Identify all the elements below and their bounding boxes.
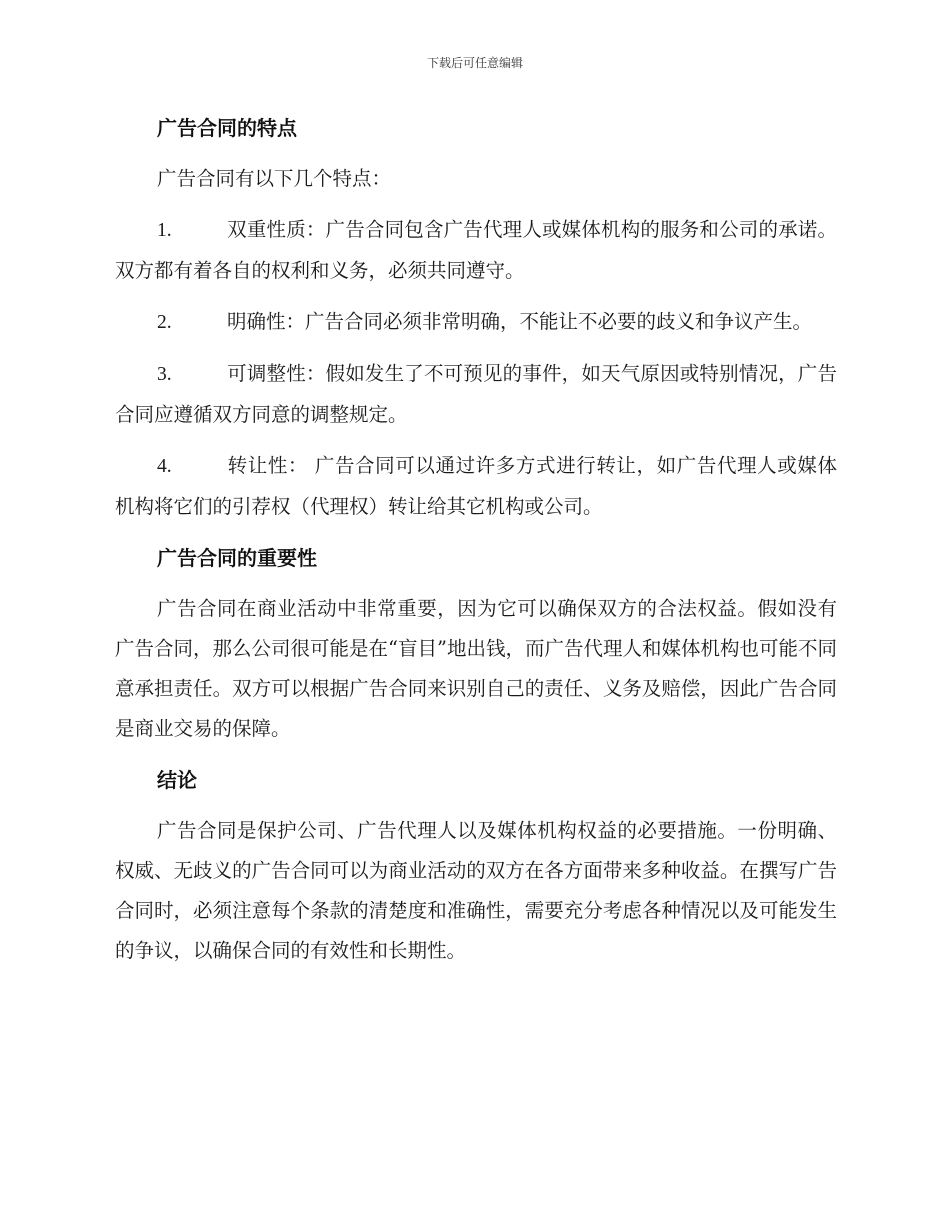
list-item — [115, 302, 837, 343]
list-item-number: 3. — [157, 364, 172, 385]
features-intro: 广告合同有以下几个特点： — [157, 167, 392, 190]
list-item-text: 双重性质：广告合同包含广告代理人或媒体机构的服务和公司的承诺。双方都有着各自的权利和义务，必须共同遵守。 — [115, 218, 837, 282]
list-item-text: 可调整性：假如发生了不可预见的事件，如天气原因或特别情况，广告合同应遵循双方同意的调整规定。 — [115, 362, 837, 426]
section-heading-features: 广告合同的特点 — [157, 116, 297, 140]
list-item-number: 1. — [157, 220, 172, 241]
list-item — [115, 210, 837, 291]
section-heading-conclusion: 结论 — [157, 768, 197, 792]
list-item — [115, 354, 837, 435]
list-item-text: 明确性：广告合同必须非常明确，不能让不必要的歧义和争议产生。 — [227, 310, 813, 333]
conclusion-paragraph: 广告合同是保护公司、广告代理人以及媒体机构权益的必要措施。一份明确、权威、无歧义的广告合同可以为商业活动的双方在各方面带来多种收益。在撰写广告合同时，必须注意每个条款的清楚度和准确性，需要充分考虑各种情况以及可能发生的争议，以确保合同的有效性和长期性。 — [115, 819, 837, 962]
document-body — [115, 108, 837, 982]
list-item-number: 2. — [157, 312, 172, 333]
list-item-text: 转让性： 广告合同可以通过许多方式进行转让，如广告代理人或媒体机构将它们的引荐权（代理权）转让给其它机构或公司。 — [115, 454, 837, 518]
page-header: 下载后可任意编辑 — [426, 56, 523, 70]
list-item-number: 4. — [157, 456, 172, 477]
list-item — [115, 446, 837, 527]
importance-paragraph: 广告合同在商业活动中非常重要，因为它可以确保双方的合法权益。假如没有广告合同，那么公司很可能是在“盲目”地出钱，而广告代理人和媒体机构也可能不同意承担责任。双方可以根据广告合同来识别自己的责任、义务及赔偿，因此广告合同是商业交易的保障。 — [115, 597, 837, 740]
section-heading-importance: 广告合同的重要性 — [157, 546, 317, 570]
